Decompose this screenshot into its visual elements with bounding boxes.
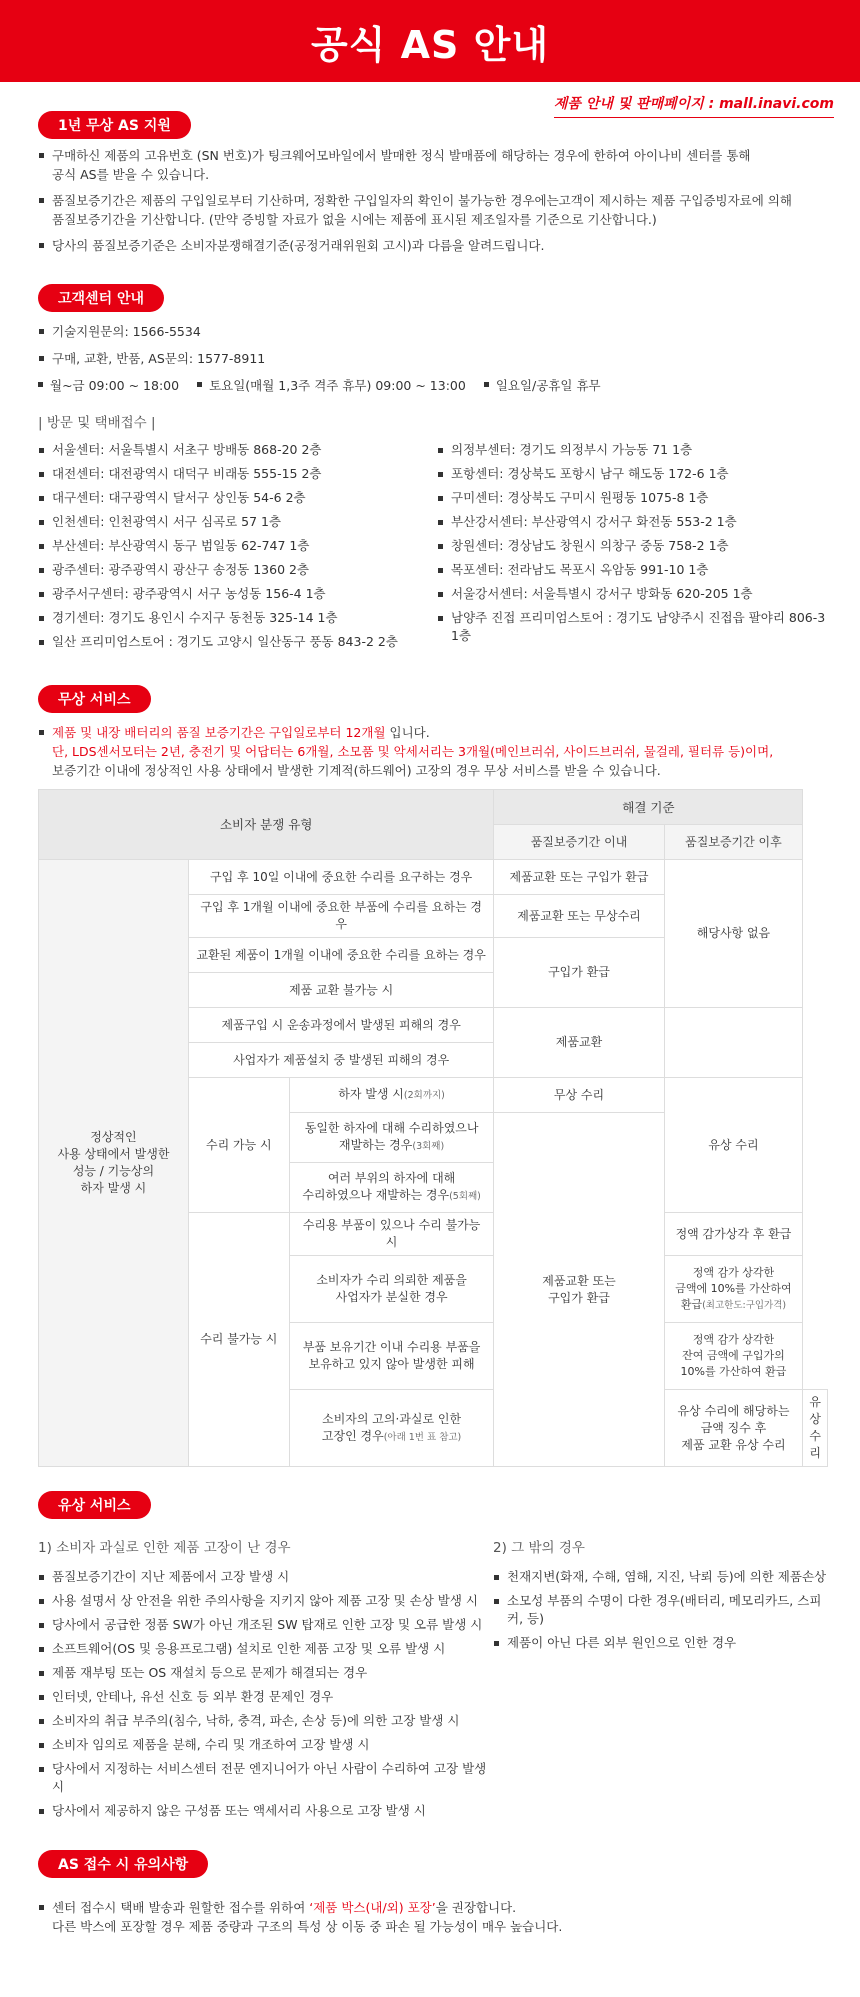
- table-cell: 소비자의 고의·과실로 인한 고장인 경우(아래 1번 표 참고): [289, 1390, 494, 1467]
- page-title: 공식 AS 안내: [310, 22, 550, 67]
- list-item: 부산센터: 부산광역시 동구 범일동 62-747 1층: [38, 537, 437, 555]
- list-item: 대전센터: 대전광역시 대덕구 비래동 555-15 2층: [38, 465, 437, 483]
- table-cell: 동일한 하자에 대해 수리하였으나 재발하는 경우(3회째): [289, 1113, 494, 1163]
- list-item: 광주서구센터: 광주광역시 서구 농성동 156-4 1층: [38, 585, 437, 603]
- list-item: 구매하신 제품의 고유번호 (SN 번호)가 팅크웨어모바일에서 발매한 정식 발매품에 해당하는 경우에 한하여 아이나비 센터를 통해 공식 AS를 받을 수 있습니다.: [38, 146, 836, 184]
- group-defect: 정상적인 사용 상태에서 발생한 성능 / 기능상의 하자 발생 시: [39, 860, 189, 1467]
- free-service-desc: [38, 723, 836, 780]
- list-item: 소비자의 취급 부주의(침수, 낙하, 충격, 파손, 손상 등)에 의한 고장 발생 시: [38, 1712, 493, 1730]
- table-cell: 정액 감가상각 후 환급: [664, 1213, 803, 1256]
- table-cell: 사업자가 제품설치 중 발생된 피해의 경우: [188, 1043, 494, 1078]
- table-cell: 여러 부위의 하자에 대해 수리하였으나 재발하는 경우(5회째): [289, 1163, 494, 1213]
- section-badge-customer-center: 고객센터 안내: [38, 284, 164, 312]
- list-item: 품질보증기간이 지난 제품에서 고장 발생 시: [38, 1568, 493, 1586]
- free-service-line: 제품 및 내장 배터리의 품질 보증기간은 구입일로부터 12개월 입니다. 단, LDS센서모터는 2년, 충전기 및 어답터는 6개월, 소모품 및 악세서리는 3개월(메인브러쉬, 사이드브러쉬, 물걸레, 필터류 등)이며, 보증기간 이내에 정상적인 사용 상태에서 발생한 기계적(하드웨어) 고장의 경우 무상 서비스를 받을 수 있습니다.: [38, 723, 836, 780]
- list-item: 부산강서센터: 부산광역시 강서구 화전동 553-2 1층: [437, 513, 836, 531]
- table-cell: 제품교환 또는 구입가 환급: [494, 1113, 664, 1467]
- table-cell: 제품교환 또는 무상수리: [494, 895, 664, 938]
- customer-center-info: [38, 322, 836, 394]
- list-item: 천재지변(화재, 수해, 염해, 지진, 낙뢰 등)에 의한 제품손상: [493, 1568, 836, 1586]
- table-cell: 정액 감가 상각한 금액에 10%를 가산하여 환급(최고한도:구입가격): [664, 1256, 803, 1323]
- table-cell: 제품교환: [494, 1008, 664, 1078]
- list-item: 당사에서 공급한 정품 SW가 아닌 개조된 SW 탑재로 인한 고장 및 오류 발생 시: [38, 1616, 493, 1634]
- center-list-left: [38, 441, 437, 657]
- header-after-warranty: 품질보증기간 이후: [664, 825, 803, 860]
- purchase-phone: 구매, 교환, 반품, AS문의: 1577-8911: [38, 349, 836, 368]
- dispute-table-wrap: [38, 789, 828, 1467]
- table-cell: 제품교환 또는 구입가 환급: [494, 860, 664, 895]
- table-cell: 유상 수리에 해당하는 금액 징수 후 제품 교환 유상 수리: [664, 1390, 803, 1467]
- section-badge-notice: AS 접수 시 유의사항: [38, 1850, 208, 1878]
- list-item: 당사에서 지정하는 서비스센터 전문 엔지니어가 아닌 사람이 수리하여 고장 발생 시: [38, 1760, 493, 1796]
- notice-desc: [38, 1898, 836, 1936]
- list-item: 광주센터: 광주광역시 광산구 송정동 1360 2층: [38, 561, 437, 579]
- header-within-warranty: 품질보증기간 이내: [494, 825, 664, 860]
- list-item: 소비자 임의로 제품을 분해, 수리 및 개조하여 고장 발생 시: [38, 1736, 493, 1754]
- list-item: 인천센터: 인천광역시 서구 심곡로 57 1층: [38, 513, 437, 531]
- paid-service-left: [38, 1536, 493, 1826]
- table-cell-unrepairable: 수리 불가능 시: [188, 1213, 289, 1467]
- section-badge-paid-service: 유상 서비스: [38, 1491, 151, 1519]
- table-cell: 유상 수리: [803, 1390, 828, 1467]
- list-item: 일산 프리미엄스토어 : 경기도 고양시 일산동구 풍동 843-2 2층: [38, 633, 437, 651]
- table-cell: 하자 발생 시(2회까지): [289, 1078, 494, 1113]
- hours-holiday: 일요일/공휴일 휴무: [484, 376, 601, 394]
- dispute-table: [38, 789, 828, 1467]
- table-cell: 구입 후 1개월 이내에 중요한 부품에 수리를 요하는 경우: [188, 895, 494, 938]
- list-item: 당사에서 제공하지 않은 구성품 또는 액세서리 사용으로 고장 발생 시: [38, 1802, 493, 1820]
- header-banner: [0, 0, 860, 82]
- list-item: 서울강서센터: 서울특별시 강서구 방화동 620-205 1층: [437, 585, 836, 603]
- list-item: 사용 설명서 상 안전을 위한 주의사항을 지키지 않아 제품 고장 및 손상 발생 시: [38, 1592, 493, 1610]
- paid-service-right: [493, 1536, 836, 1826]
- list-item: 구미센터: 경상북도 구미시 원평동 1075-8 1층: [437, 489, 836, 507]
- list-item: 창원센터: 경상남도 창원시 의창구 중동 758-2 1층: [437, 537, 836, 555]
- list-item: 대구센터: 대구광역시 달서구 상인동 54-6 2층: [38, 489, 437, 507]
- list-item: 포항센터: 경상북도 포항시 남구 해도동 172-6 1층: [437, 465, 836, 483]
- list-item: 의정부센터: 경기도 의정부시 가능동 71 1층: [437, 441, 836, 459]
- shop-link[interactable]: 제품 안내 및 판매페이지 : mall.inavi.com: [554, 93, 834, 118]
- table-cell: 구입 후 10일 이내에 중요한 수리를 요구하는 경우: [188, 860, 494, 895]
- hours-saturday: 토요일(매월 1,3주 격주 휴무) 09:00 ~ 13:00: [197, 376, 466, 394]
- notice-line: 센터 접수시 택배 발송과 원할한 접수를 위하여 ‘제품 박스(내/외) 포장’을 권장합니다. 다른 박스에 포장할 경우 제품 중량과 구조의 특성 상 이동 중 파손 될 가능성이 매우 높습니다.: [38, 1898, 836, 1936]
- table-cell: 수리용 부품이 있으나 수리 불가능 시: [289, 1213, 494, 1256]
- table-cell: 유상 수리: [664, 1078, 803, 1213]
- header-criteria: 해결 기준: [494, 790, 803, 825]
- paid-service-sub2: 2) 그 밖의 경우: [493, 1540, 585, 1556]
- hours-weekday: 월~금 09:00 ~ 18:00: [38, 376, 179, 394]
- table-cell: [664, 1008, 803, 1078]
- visit-title: | 방문 및 택배접수 |: [38, 415, 156, 431]
- bullet-icon: [39, 730, 44, 735]
- list-item: 당사의 품질보증기준은 소비자분쟁해결기준(공정거래위원회 고시)과 다름을 알려드립니다.: [38, 236, 836, 255]
- list-item: 남양주 진접 프리미엄스토어 : 경기도 남양주시 진접읍 팔야리 806-3 1층: [437, 609, 836, 645]
- table-cell-repairable: 수리 가능 시: [188, 1078, 289, 1213]
- paid-service-sub1: 1) 소비자 과실로 인한 제품 고장이 난 경우: [38, 1540, 291, 1556]
- list-item: 인터넷, 안테나, 유선 신호 등 외부 환경 문제인 경우: [38, 1688, 493, 1706]
- list-item: 목포센터: 전라남도 목포시 옥암동 991-10 1층: [437, 561, 836, 579]
- list-item: 제품 재부팅 또는 OS 재설치 등으로 문제가 해결되는 경우: [38, 1664, 493, 1682]
- table-cell: 소비자가 수리 의뢰한 제품을 사업자가 분실한 경우: [289, 1256, 494, 1323]
- table-cell: 부품 보유기간 이내 수리용 부품을 보유하고 있지 않아 발생한 피해: [289, 1323, 494, 1390]
- list-item: 제품이 아닌 다른 외부 원인으로 인한 경우: [493, 1634, 836, 1652]
- list-item: 서울센터: 서울특별시 서초구 방배동 868-20 2층: [38, 441, 437, 459]
- list-item: 소모성 부품의 수명이 다한 경우(배터리, 메모리카드, 스피커, 등): [493, 1592, 836, 1628]
- table-cell: 구입가 환급: [494, 938, 664, 1008]
- header-dispute-type: 소비자 분쟁 유형: [39, 790, 494, 860]
- list-item: 소프트웨어(OS 및 응용프로그램) 설치로 인한 제품 고장 및 오류 발생 시: [38, 1640, 493, 1658]
- center-list-right: [437, 441, 836, 657]
- bullet-icon: [39, 1905, 44, 1910]
- warranty-list: [38, 146, 836, 262]
- table-cell: 교환된 제품이 1개월 이내에 중요한 수리를 요하는 경우: [188, 938, 494, 973]
- table-cell: 해당사항 없음: [664, 860, 803, 1008]
- section-badge-warranty: 1년 무상 AS 지원: [38, 111, 191, 139]
- center-list: [38, 441, 836, 657]
- list-item: 경기센터: 경기도 용인시 수지구 동천동 325-14 1층: [38, 609, 437, 627]
- tech-support-phone: 기술지원문의: 1566-5534: [38, 322, 836, 341]
- paid-service: [38, 1536, 836, 1826]
- table-cell: 제품 교환 불가능 시: [188, 973, 494, 1008]
- table-cell: 정액 감가 상각한 잔여 금액에 구입가의 10%를 가산하여 환급: [664, 1323, 803, 1390]
- business-hours: [38, 376, 836, 394]
- table-cell: 제품구입 시 운송과정에서 발생된 피해의 경우: [188, 1008, 494, 1043]
- list-item: 품질보증기간은 제품의 구입일로부터 기산하며, 정확한 구입일자의 확인이 불가능한 경우에는고객이 제시하는 제품 구입증빙자료에 의해 품질보증기간을 기산합니다. (만약 증빙할 자료가 없을 시에는 제품에 표시된 제조일자를 기준으로 기산합니다.): [38, 191, 836, 229]
- table-cell: 무상 수리: [494, 1078, 664, 1113]
- section-badge-free-service: 무상 서비스: [38, 685, 151, 713]
